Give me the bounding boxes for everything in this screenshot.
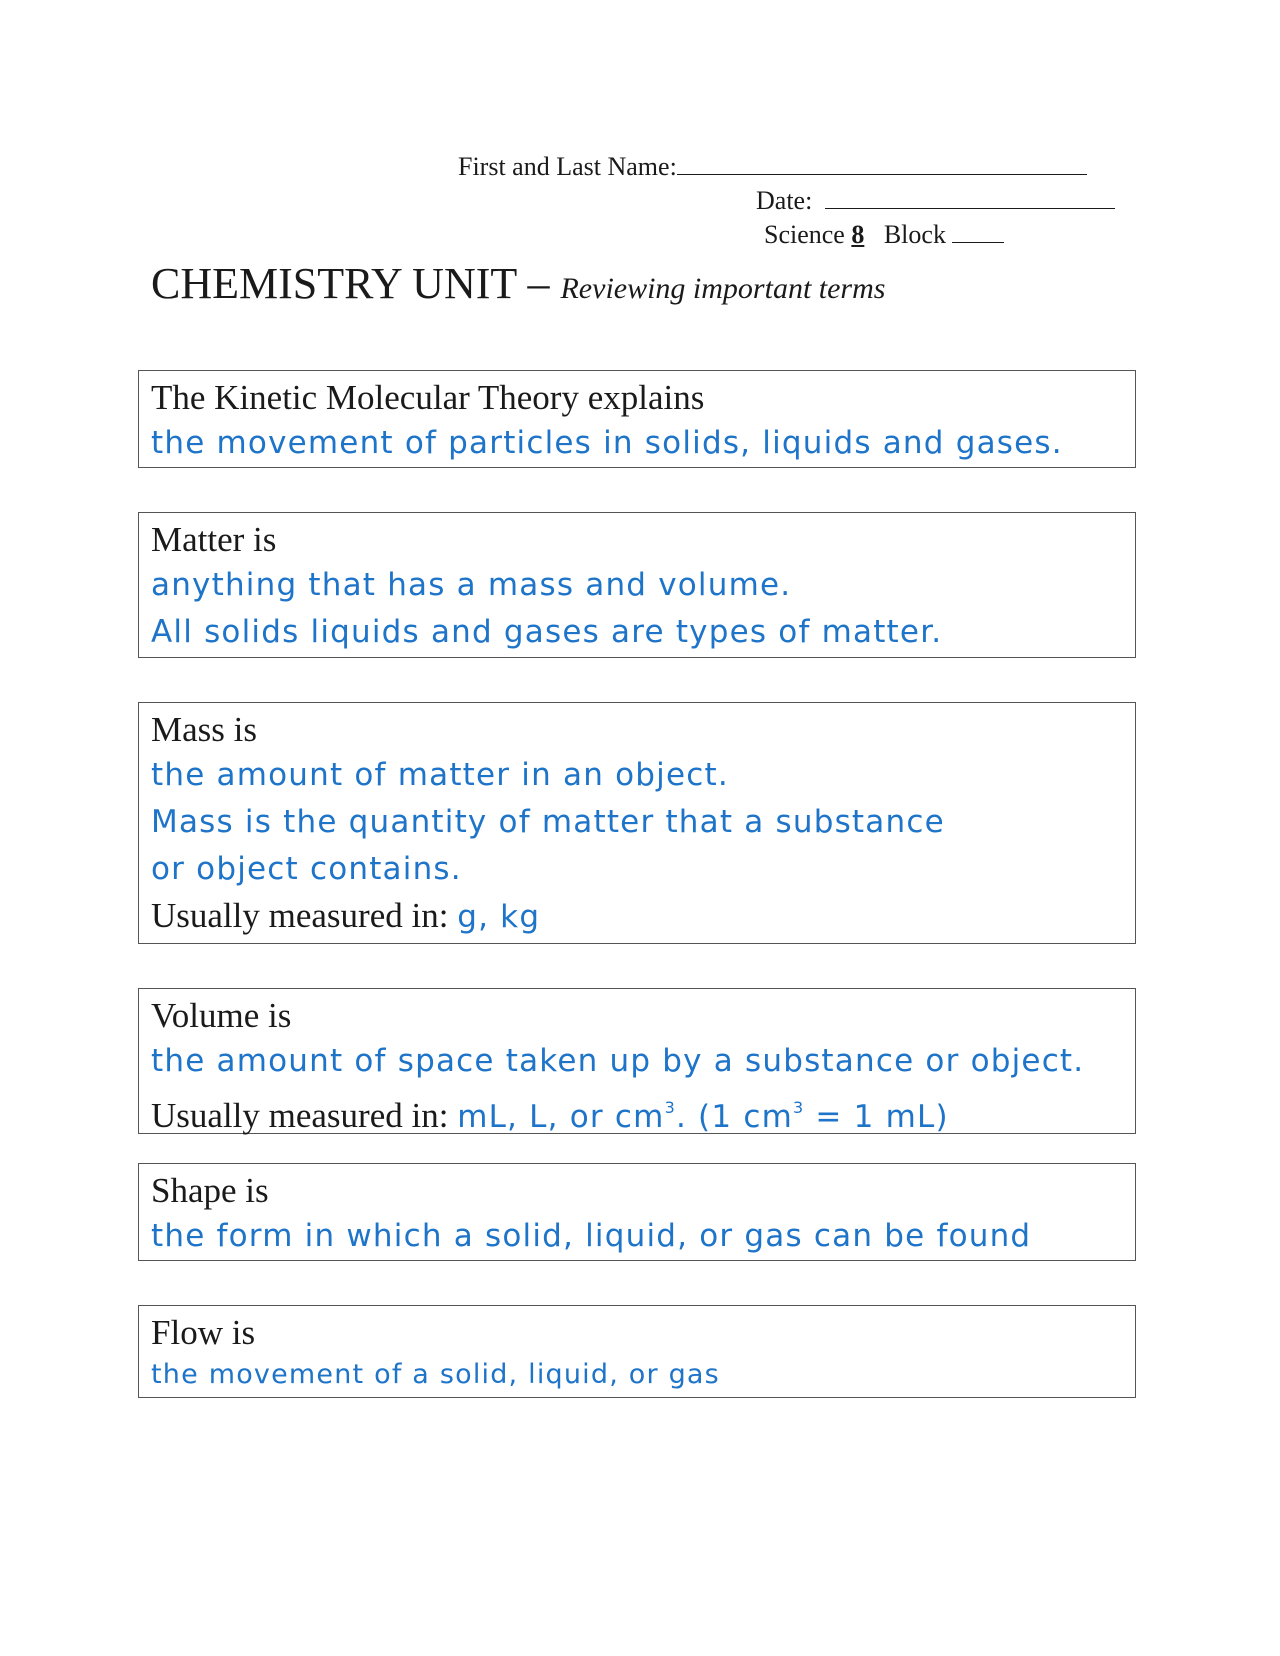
kmt-box — [138, 370, 1136, 468]
matter-box — [138, 512, 1136, 658]
name-blank[interactable] — [677, 152, 1087, 175]
mass-answer-3: or object contains. — [151, 851, 462, 887]
date-line — [756, 186, 1115, 216]
flow-box — [138, 1305, 1136, 1398]
name-label: First and Last Name: — [458, 152, 677, 181]
mass-term: Mass is — [151, 710, 257, 749]
shape-box — [138, 1163, 1136, 1261]
mass-measured-label: Usually measured in: — [151, 896, 449, 935]
matter-term: Matter is — [151, 520, 277, 559]
matter-answer-2: All solids liquids and gases are types of matter. — [151, 614, 943, 650]
flow-answer: the movement of a solid, liquid, or gas — [151, 1359, 720, 1390]
volume-answer: the amount of space taken up by a substance or object. — [151, 1043, 1085, 1079]
volume-box — [138, 988, 1136, 1134]
matter-answer-1: anything that has a mass and volume. — [151, 567, 792, 603]
class-line — [764, 220, 1004, 250]
date-label: Date: — [756, 186, 813, 215]
volume-units-a: mL, L, or cm — [457, 1099, 665, 1135]
shape-term: Shape is — [151, 1171, 269, 1210]
mass-answer-2: Mass is the quantity of matter that a substance — [151, 804, 945, 840]
name-line — [458, 152, 1087, 182]
mass-box — [138, 702, 1136, 944]
date-blank[interactable] — [825, 186, 1115, 209]
mass-measured-line — [151, 893, 1135, 940]
science-number: 8 — [851, 220, 865, 249]
volume-term: Volume is — [151, 996, 292, 1035]
block-blank[interactable] — [952, 220, 1004, 243]
kmt-answer: the movement of particles in solids, liquids and gases. — [151, 425, 1063, 461]
title-main: CHEMISTRY UNIT – — [151, 259, 550, 308]
page-title — [151, 257, 885, 316]
shape-answer: the form in which a solid, liquid, or gas can be found — [151, 1218, 1032, 1254]
flow-term: Flow is — [151, 1313, 256, 1352]
kmt-term: The Kinetic Molecular Theory explains — [151, 378, 705, 417]
title-subtitle: Reviewing important terms — [560, 272, 886, 305]
volume-units-b: . (1 cm — [675, 1099, 793, 1135]
volume-sup-b: 3 — [792, 1098, 805, 1117]
volume-measured-line — [151, 1085, 1135, 1140]
volume-units-c: = 1 mL) — [804, 1099, 949, 1135]
mass-answer-1: the amount of matter in an object. — [151, 757, 729, 793]
block-label: Block — [883, 220, 946, 249]
volume-measured-label: Usually measured in: — [151, 1096, 449, 1135]
mass-units: g, kg — [457, 899, 541, 935]
volume-sup-a: 3 — [664, 1098, 676, 1117]
science-label: Science — [764, 220, 845, 249]
volume-units — [457, 1099, 949, 1135]
